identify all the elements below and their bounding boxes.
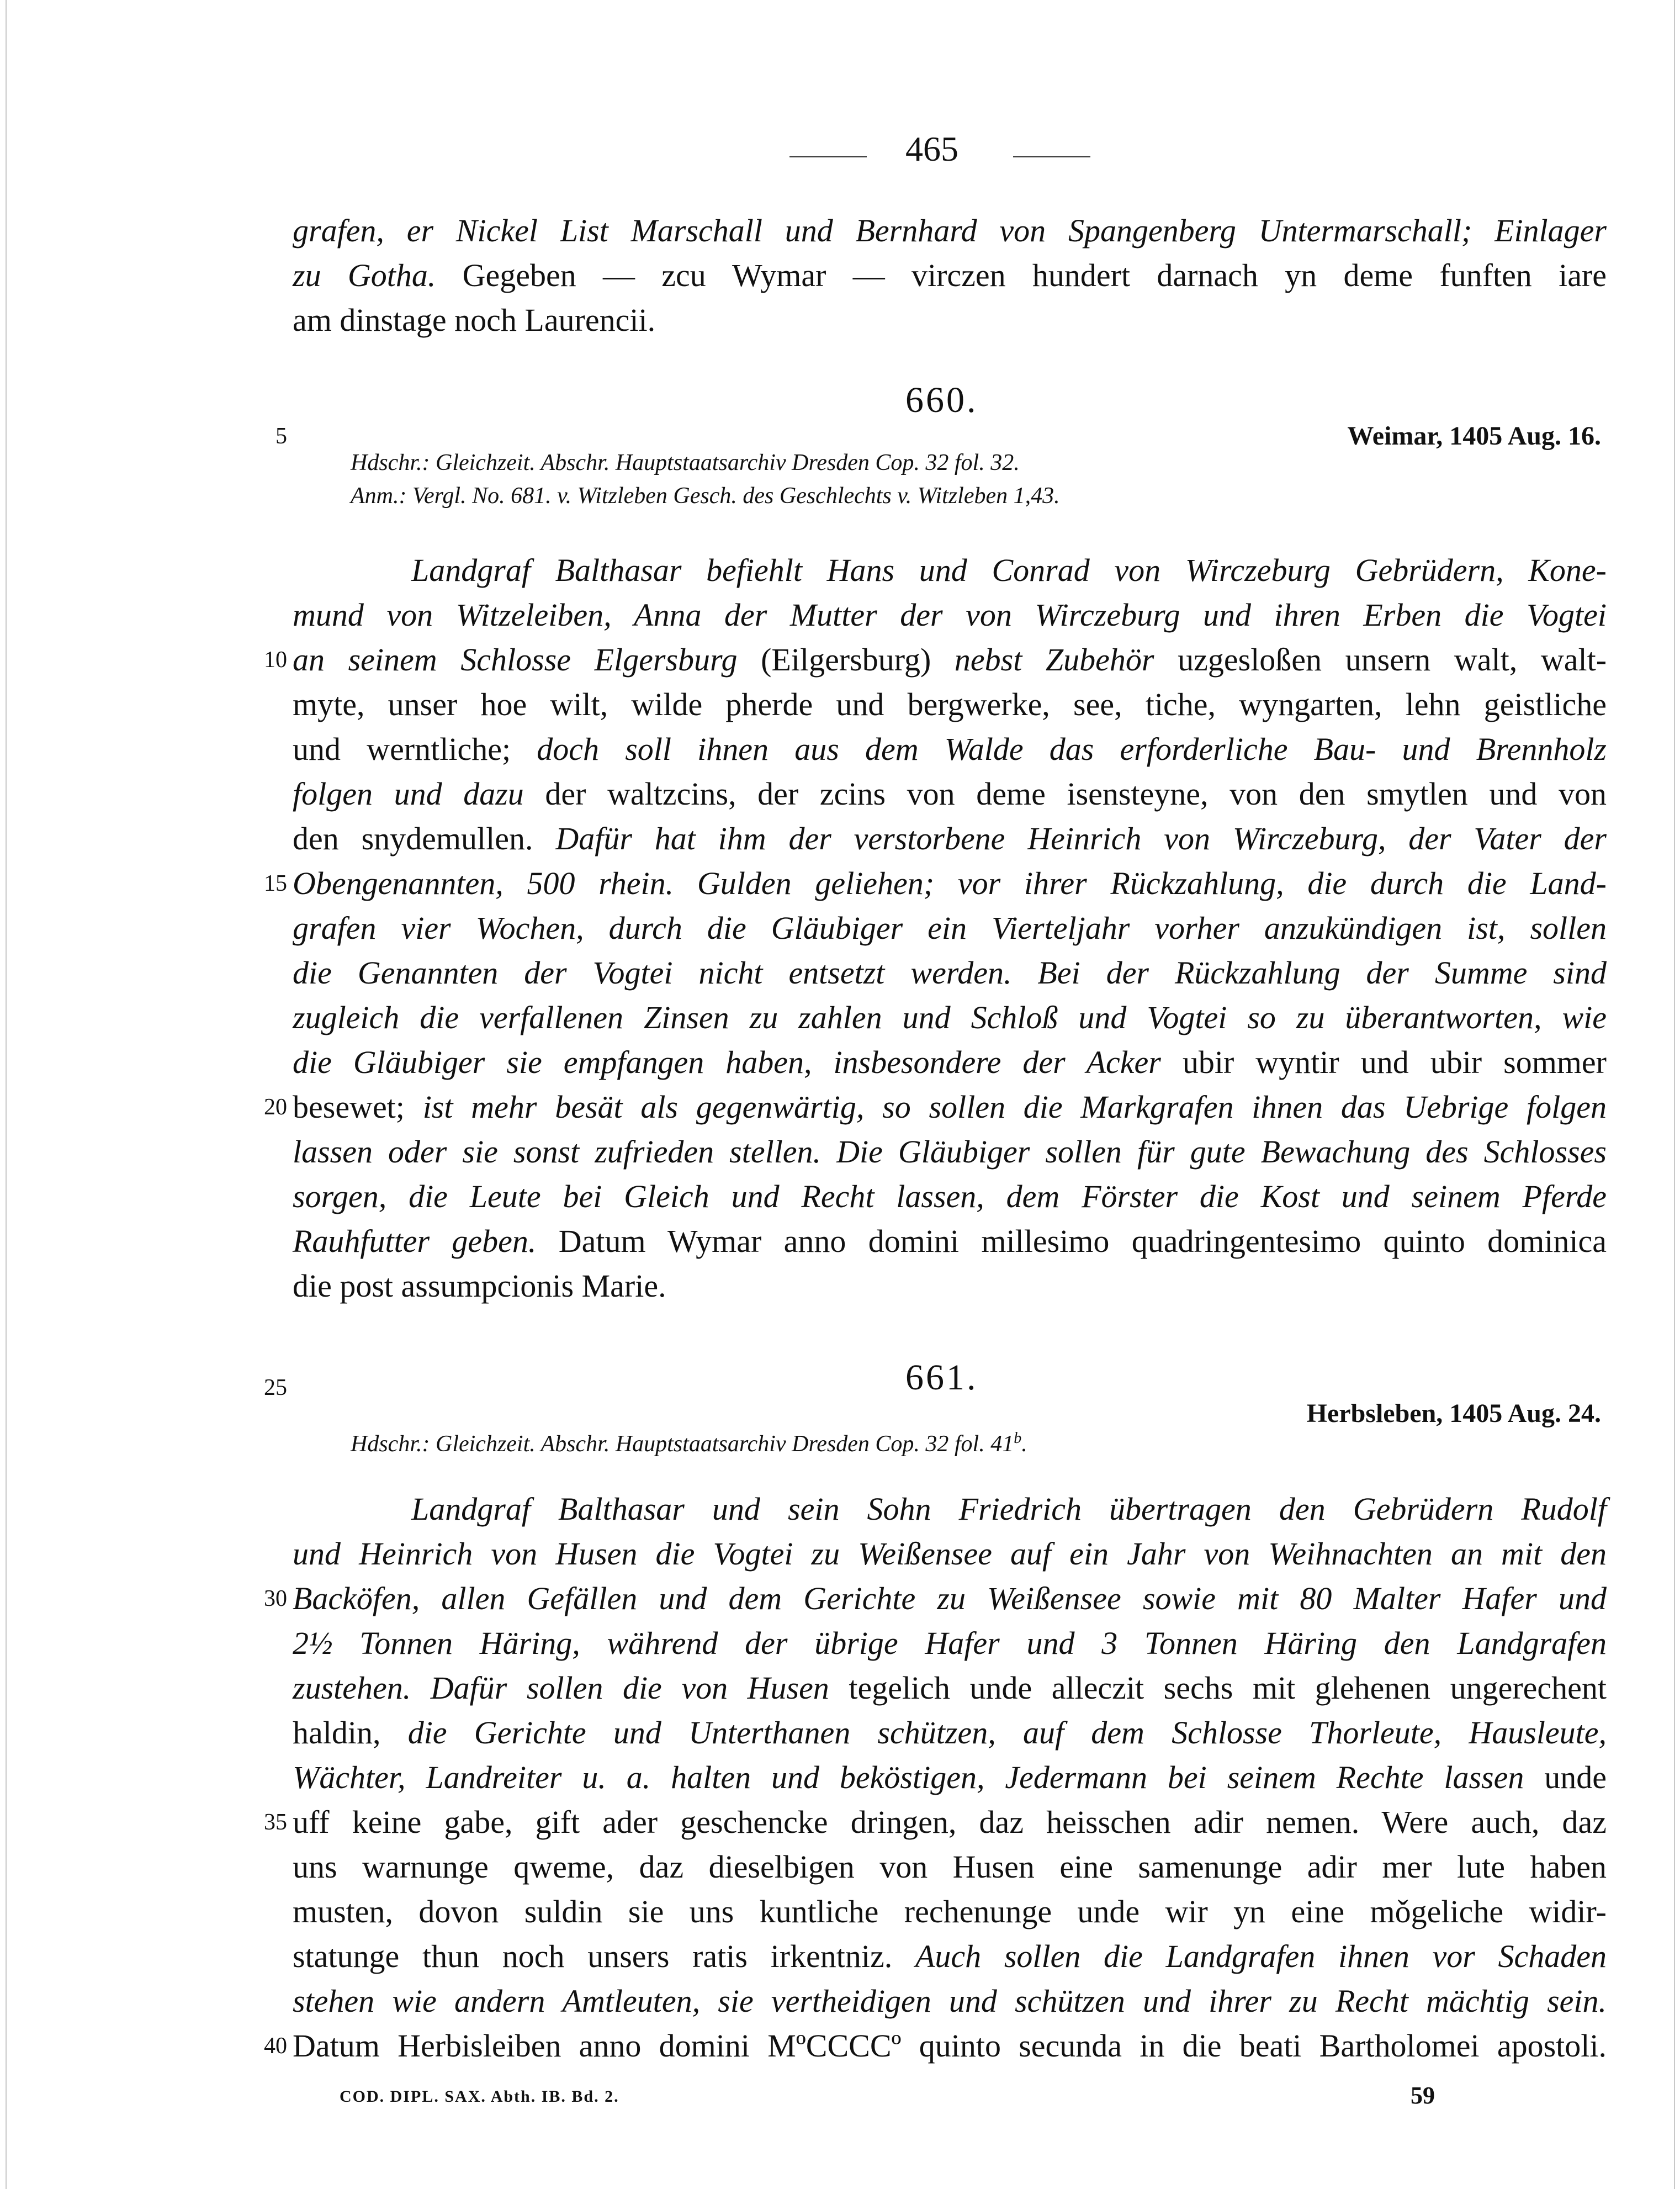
scan-edge-right — [1674, 0, 1675, 2189]
text-line: lassen oder sie sonst zufrieden stellen. Die Gläubiger sollen für gute Bewachung des Schlosses — [293, 1134, 1607, 1170]
footer-sheet-number: 59 — [1411, 2082, 1435, 2109]
page-number: 465 — [905, 129, 958, 168]
text-line: Obengenannten, 500 rhein. Gulden geliehen; vor ihrer Rückzahlung, die durch die Land- — [293, 865, 1607, 901]
margin-line-number: 40 — [264, 2033, 287, 2059]
text-line: Landgraf Balthasar befiehlt Hans und Conrad von Wirczeburg Gebrüdern, Kone- — [411, 552, 1607, 588]
entry-date: Herbsleben, 1405 Aug. 24. — [1306, 1399, 1601, 1428]
text-line: musten, dovon suldin sie uns kuntliche rechenunge unde wir yn eine mǒgeliche widir- — [293, 1894, 1607, 1929]
text-line: Wächter, Landreiter u. a. halten und beköstigen, Jedermann bei seinem Rechte lassen unde — [293, 1759, 1607, 1795]
margin-line-number: 15 — [264, 871, 287, 896]
text-line: Datum Herbisleiben anno domini MºCCCCº quinto secunda in die beati Bartholomei apostoli. — [293, 2028, 1607, 2064]
text-line: mund von Witzeleiben, Anna der Mutter der von Wirczeburg und ihren Erben die Vogtei — [293, 597, 1607, 633]
header-rule-left — [789, 156, 867, 157]
text-line: die Gläubiger sie empfangen haben, insbesondere der Acker ubir wyntir und ubir sommer — [293, 1044, 1607, 1080]
margin-line-number: 25 — [264, 1375, 287, 1400]
text-line: und Heinrich von Husen die Vogtei zu Weißensee auf ein Jahr von Weihnachten an mit den — [293, 1536, 1607, 1572]
text-line: zu Gotha. Gegeben — zcu Wymar — virczen hundert darnach yn deme funften iare — [293, 257, 1607, 293]
text-line: haldin, die Gerichte und Unterthanen schützen, auf dem Schlosse Thorleute, Hausleute, — [293, 1715, 1607, 1751]
text-line: grafen, er Nickel List Marschall und Bernhard von Spangenberg Untermarschall; Einlager — [293, 213, 1607, 248]
header-rule-right — [1013, 156, 1090, 157]
text-line: sorgen, die Leute bei Gleich und Recht lassen, dem Förster die Kost und seinem Pferde — [293, 1178, 1607, 1214]
manuscript-note: Hdschr.: Gleichzeit. Abschr. Hauptstaatsarchiv Dresden Cop. 32 fol. 32. — [351, 450, 1020, 475]
margin-line-number: 35 — [264, 1810, 287, 1835]
text-line: den snydemullen. Dafür hat ihm der verstorbene Heinrich von Wirczeburg, der Vater der — [293, 821, 1607, 856]
text-line: folgen und dazu der waltzcins, der zcins von deme isensteyne, von den smytlen und von — [293, 776, 1607, 812]
text-line: an seinem Schlosse Elgersburg (Eilgersburg) nebst Zubehör uzgesloßen unsern walt, walt- — [293, 642, 1607, 678]
margin-line-number: 10 — [264, 647, 287, 673]
text-line: die post assumpcionis Marie. — [293, 1268, 666, 1304]
text-line: statunge thun noch unsers ratis irkentniz. Auch sollen die Landgrafen ihnen vor Schaden — [293, 1938, 1607, 1974]
text-line: zugleich die verfallenen Zinsen zu zahlen und Schloß und Vogtei so zu überantworten, wie — [293, 1000, 1607, 1035]
margin-line-number: 20 — [264, 1094, 287, 1120]
margin-line-number: 5 — [275, 424, 287, 449]
text-line: myte, unser hoe wilt, wilde pherde und bergwerke, see, tiche, wyngarten, lehn geistliche — [293, 686, 1607, 722]
text-line: die Genannten der Vogtei nicht entsetzt werden. Bei der Rückzahlung der Summe sind — [293, 955, 1607, 991]
manuscript-note: Hdschr.: Gleichzeit. Abschr. Hauptstaatsarchiv Dresden Cop. 32 fol. 41$^b$. — [351, 1430, 1027, 1457]
margin-line-number: 30 — [264, 1586, 287, 1611]
entry-number: 661. — [905, 1357, 978, 1398]
footer-signature: COD. DIPL. SAX. Abth. IB. Bd. 2. — [340, 2087, 619, 2106]
text-line: uns warnunge qweme, daz dieselbigen von Husen eine samenunge adir mer lute haben — [293, 1849, 1607, 1885]
text-line: Rauhfutter geben. Datum Wymar anno domini millesimo quadringentesimo quinto dominica — [293, 1223, 1607, 1259]
text-line: zustehen. Dafür sollen die von Husen tegelich unde alleczit sechs mit glehenen ungerechent — [293, 1670, 1607, 1706]
text-line: 2½ Tonnen Häring, während der übrige Hafer und 3 Tonnen Häring den Landgrafen — [293, 1625, 1607, 1661]
text-line: und werntliche; doch soll ihnen aus dem Walde das erforderliche Bau- und Brennholz — [293, 731, 1607, 767]
entry-date: Weimar, 1405 Aug. 16. — [1347, 421, 1601, 451]
text-line: besewet; ist mehr besät als gegenwärtig, so sollen die Markgrafen ihnen das Uebrige folgen — [293, 1089, 1607, 1125]
text-line: Backöfen, allen Gefällen und dem Gerichte zu Weißensee sowie mit 80 Malter Hafer und — [293, 1580, 1607, 1616]
annotation-note: Anm.: Vergl. No. 681. v. Witzleben Gesch. des Geschlechts v. Witzleben 1,43. — [351, 483, 1060, 509]
text-line: Landgraf Balthasar und sein Sohn Friedrich übertragen den Gebrüdern Rudolf — [411, 1491, 1607, 1527]
text-line: uff keine gabe, gift ader geschencke dringen, daz heisschen adir nemen. Were auch, daz — [293, 1804, 1607, 1840]
text-line: grafen vier Wochen, durch die Gläubiger ein Vierteljahr vorher anzukündigen ist, sollen — [293, 910, 1607, 946]
entry-number: 660. — [905, 380, 978, 420]
text-line: am dinstage noch Laurencii. — [293, 302, 656, 338]
scan-edge-left — [6, 0, 7, 2189]
text-line: stehen wie andern Amtleuten, sie vertheidigen und schützen und ihrer zu Recht mächtig sein. — [293, 1983, 1607, 2019]
